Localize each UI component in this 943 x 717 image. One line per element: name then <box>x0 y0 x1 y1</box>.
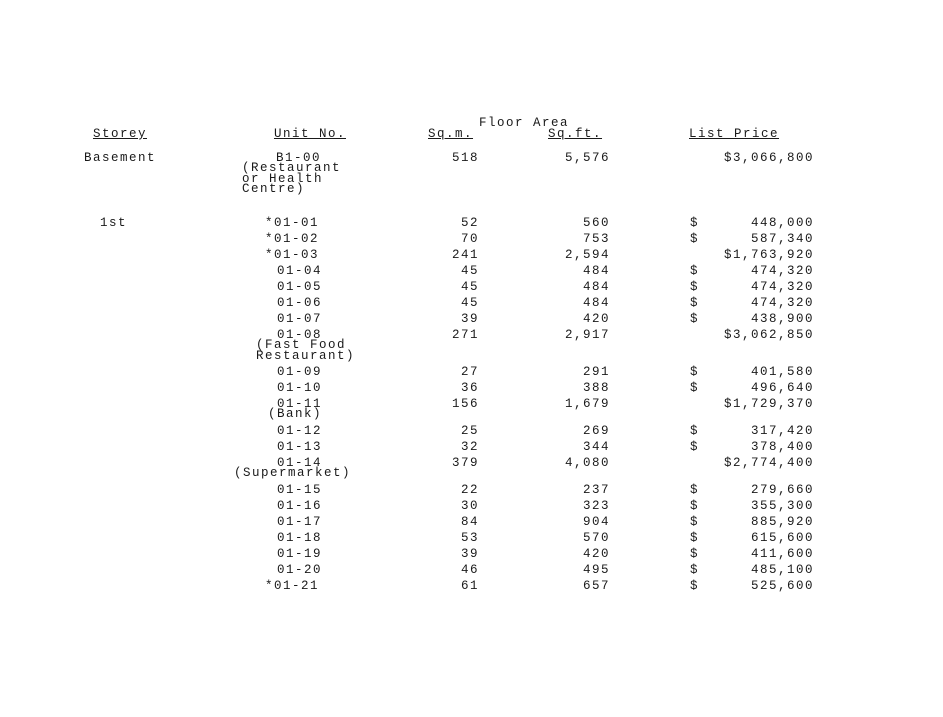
area-sqm: 53 <box>460 531 479 545</box>
currency-symbol: $ <box>690 440 700 454</box>
unit-description: (Supermarket) <box>234 466 352 480</box>
area-sqm: 39 <box>460 547 479 561</box>
storey-first-label: 1st <box>100 216 128 230</box>
area-sqft: 323 <box>582 499 610 513</box>
price-amount: 485,100 <box>750 563 814 577</box>
unit-number: *01-02 <box>265 232 320 246</box>
unit-number: 01-11 <box>277 397 323 411</box>
area-sqft: 484 <box>582 280 610 294</box>
unit-number: 01-18 <box>277 531 323 545</box>
unit-description: (Bank) <box>268 407 323 421</box>
area-sqft: 753 <box>582 232 610 246</box>
area-sqft: 388 <box>582 381 610 395</box>
currency-symbol: $ <box>690 483 700 497</box>
unit-number: 01-14 <box>277 456 323 470</box>
area-sqm: 241 <box>451 248 479 262</box>
area-sqft: 904 <box>582 515 610 529</box>
list-price <box>690 297 814 310</box>
currency-symbol: $ <box>690 280 700 294</box>
area-sqm: 45 <box>460 296 479 310</box>
list-price: $3,066,800 <box>723 151 814 165</box>
area-sqm: 156 <box>451 397 479 411</box>
storey-basement-label: Basement <box>83 151 156 165</box>
price-amount: $3,062,850 <box>723 328 814 342</box>
unit-number: 01-08 <box>277 328 323 342</box>
price-amount: 587,340 <box>750 232 814 246</box>
list-price <box>690 313 814 326</box>
unit-number: 01-04 <box>277 264 323 278</box>
list-price <box>690 398 814 411</box>
price-amount: 279,660 <box>750 483 814 497</box>
area-sqm: 39 <box>460 312 479 326</box>
list-price <box>690 249 814 262</box>
area-sqm: 52 <box>460 216 479 230</box>
floor-area-heading: Floor Area <box>478 116 569 130</box>
price-amount: 474,320 <box>750 264 814 278</box>
price-amount: 317,420 <box>750 424 814 438</box>
currency-symbol: $ <box>690 365 700 379</box>
currency-symbol: $ <box>690 232 700 246</box>
area-sqft: 5,576 <box>564 151 610 165</box>
price-amount: 474,320 <box>750 296 814 310</box>
list-price <box>690 532 814 545</box>
list-price <box>690 500 814 513</box>
list-price <box>690 516 814 529</box>
price-amount: 355,300 <box>750 499 814 513</box>
currency-symbol: $ <box>690 424 700 438</box>
list-price <box>690 217 814 230</box>
unit-number: *01-03 <box>265 248 320 262</box>
area-sqm: 25 <box>460 424 479 438</box>
currency-symbol: $ <box>690 296 700 310</box>
price-amount: 496,640 <box>750 381 814 395</box>
currency-symbol: $ <box>690 312 700 326</box>
area-sqm: 518 <box>451 151 479 165</box>
area-sqm: 36 <box>460 381 479 395</box>
area-sqm: 271 <box>451 328 479 342</box>
list-price <box>690 382 814 395</box>
currency-symbol: $ <box>690 547 700 561</box>
list-price <box>690 281 814 294</box>
area-sqm: 22 <box>460 483 479 497</box>
list-price <box>690 233 814 246</box>
currency-symbol: $ <box>690 531 700 545</box>
price-amount: 525,600 <box>750 579 814 593</box>
unit-number: 01-09 <box>277 365 323 379</box>
area-sqft: 344 <box>582 440 610 454</box>
unit-number: 01-16 <box>277 499 323 513</box>
currency-symbol: $ <box>690 579 700 593</box>
list-price-column-header: List Price <box>689 127 780 141</box>
unit-number: *01-01 <box>265 216 320 230</box>
area-sqm: 61 <box>460 579 479 593</box>
area-sqm: 46 <box>460 563 479 577</box>
area-sqm: 379 <box>451 456 479 470</box>
price-amount: 438,900 <box>750 312 814 326</box>
list-price <box>690 580 814 593</box>
list-price <box>690 457 814 470</box>
unit-description: (Fast Food Restaurant) <box>256 338 356 363</box>
area-sqft: 2,594 <box>564 248 610 262</box>
price-amount: 885,920 <box>750 515 814 529</box>
unit-description: (Restaurant or Health Centre) <box>242 161 342 196</box>
price-amount: 615,600 <box>750 531 814 545</box>
unit-number: B1-00 <box>276 151 322 165</box>
list-price <box>690 425 814 438</box>
area-sqft: 420 <box>582 312 610 326</box>
area-sqm: 45 <box>460 280 479 294</box>
unit-number: 01-06 <box>277 296 323 310</box>
area-sqm: 27 <box>460 365 479 379</box>
list-price <box>690 564 814 577</box>
area-sqft: 570 <box>582 531 610 545</box>
currency-symbol: $ <box>690 381 700 395</box>
area-sqft: 560 <box>582 216 610 230</box>
unit-number: 01-07 <box>277 312 323 326</box>
list-price <box>690 265 814 278</box>
unit-number: 01-13 <box>277 440 323 454</box>
price-amount: 474,320 <box>750 280 814 294</box>
area-sqm: 45 <box>460 264 479 278</box>
unit-number: 01-20 <box>277 563 323 577</box>
unit-number: 01-19 <box>277 547 323 561</box>
list-price <box>690 366 814 379</box>
price-amount: $1,763,920 <box>723 248 814 262</box>
list-price <box>690 329 814 342</box>
area-sqft: 495 <box>582 563 610 577</box>
unit-number: 01-17 <box>277 515 323 529</box>
currency-symbol: $ <box>690 499 700 513</box>
area-sqft: 484 <box>582 264 610 278</box>
price-amount: 411,600 <box>750 547 814 561</box>
currency-symbol: $ <box>690 216 700 230</box>
unit-number: 01-15 <box>277 483 323 497</box>
area-sqm: 70 <box>460 232 479 246</box>
currency-symbol: $ <box>690 515 700 529</box>
list-price <box>690 441 814 454</box>
area-sqm: 30 <box>460 499 479 513</box>
area-sqft: 4,080 <box>564 456 610 470</box>
area-sqm: 84 <box>460 515 479 529</box>
area-sqft: 420 <box>582 547 610 561</box>
currency-symbol: $ <box>690 264 700 278</box>
area-sqft: 1,679 <box>564 397 610 411</box>
unit-number: 01-12 <box>277 424 323 438</box>
area-sqft: 291 <box>582 365 610 379</box>
area-sqm: 32 <box>460 440 479 454</box>
price-amount: 401,580 <box>750 365 814 379</box>
area-sqft: 237 <box>582 483 610 497</box>
sqm-column-header: Sq.m. <box>428 127 474 141</box>
area-sqft: 269 <box>582 424 610 438</box>
unit-number: 01-05 <box>277 280 323 294</box>
sqft-column-header: Sq.ft. <box>548 127 603 141</box>
price-amount: $1,729,370 <box>723 397 814 411</box>
storey-column-header: Storey <box>92 127 147 141</box>
unit-no-column-header: Unit No. <box>273 127 346 141</box>
unit-number: 01-10 <box>277 381 323 395</box>
area-sqft: 657 <box>582 579 610 593</box>
area-sqft: 2,917 <box>564 328 610 342</box>
list-price <box>690 484 814 497</box>
currency-symbol: $ <box>690 563 700 577</box>
list-price <box>690 548 814 561</box>
price-amount: 378,400 <box>750 440 814 454</box>
unit-number: *01-21 <box>265 579 320 593</box>
price-amount: $2,774,400 <box>723 456 814 470</box>
price-amount: 448,000 <box>750 216 814 230</box>
area-sqft: 484 <box>582 296 610 310</box>
